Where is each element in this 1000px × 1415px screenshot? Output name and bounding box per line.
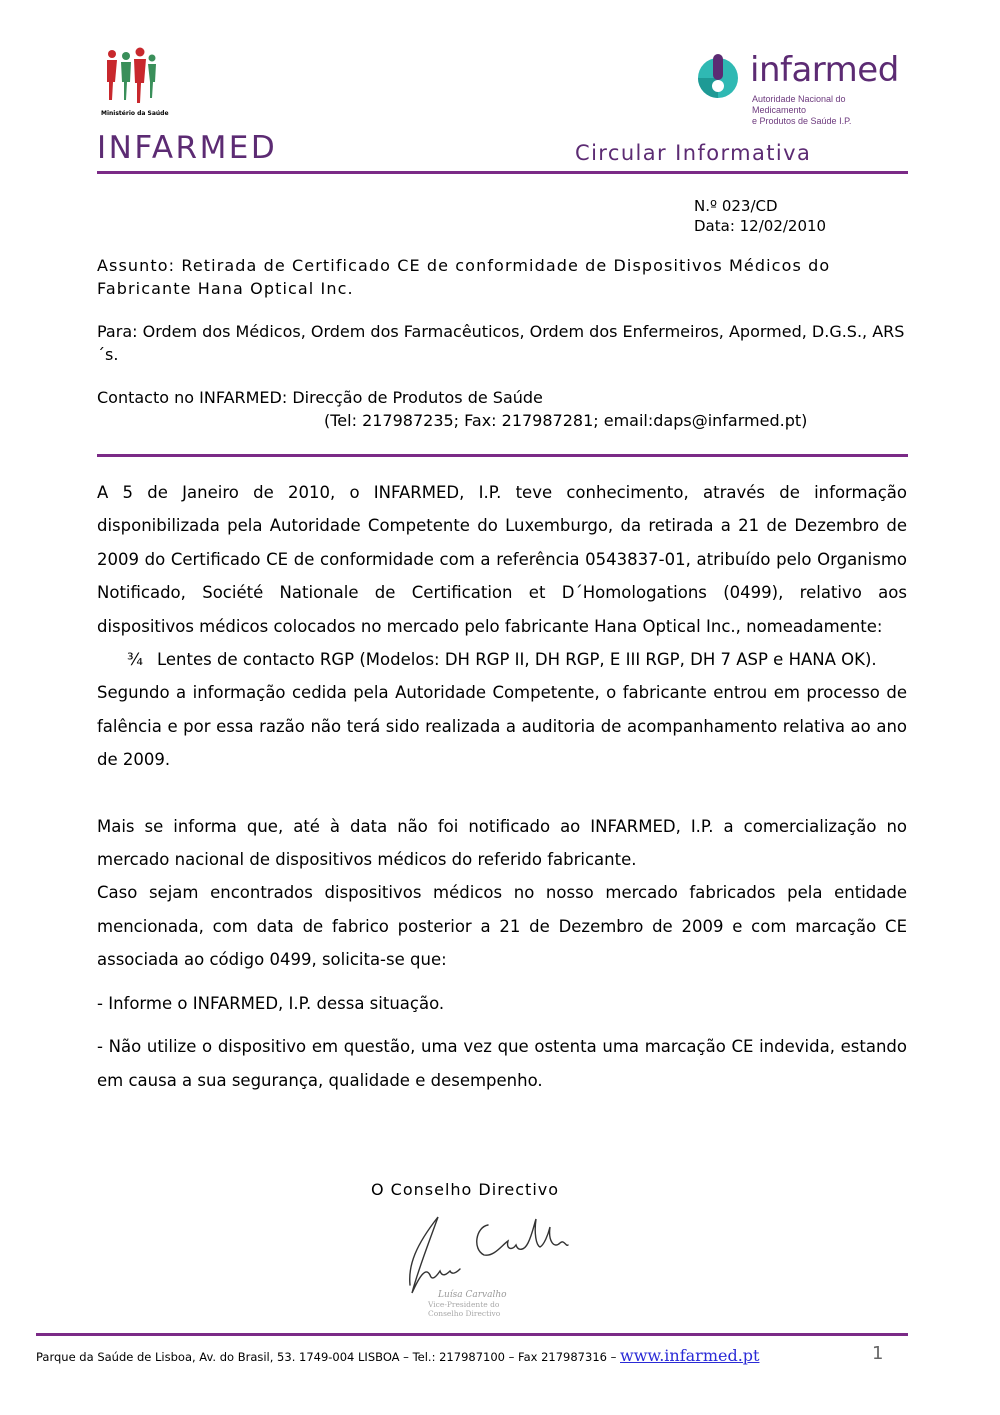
contact-line-2: (Tel: 217987235; Fax: 217987281; email:daps@infarmed.pt) <box>324 411 808 430</box>
subject-line: Assunto: Retirada de Certificado CE de conformidade de Dispositivos Médicos do Fabricante Hana Optical Inc. <box>97 256 831 298</box>
footer-divider <box>36 1333 908 1336</box>
ministry-logo-text: Ministério da Saúde <box>101 110 169 117</box>
bullet-text: Lentes de contacto RGP (Modelos: DH RGP II, DH RGP, E III RGP, DH 7 ASP e HANA OK). <box>157 650 877 670</box>
ministry-logo <box>100 46 169 118</box>
paragraph-1: A 5 de Janeiro de 2010, o INFARMED, I.P. teve conhecimento, através de informação disponibilizada pela Autoridade Competente do Luxemburgo, da retirada a 21 de Dezembro de 2009 do Certificado CE de conformidade com a referência 0543837-01, atribuído pelo Organismo Notificado, Société Nationale de Certification et D´Homologations (0499), relativo aos dispositivos médicos colocados no mercado pelo fabricante Hana Optical Inc., nomeadamente: <box>97 483 907 636</box>
stamp-title-2: Conselho Directivo <box>428 1309 501 1318</box>
infarmed-logo <box>694 50 899 126</box>
footer <box>36 1346 759 1365</box>
website-link[interactable]: www.infarmed.pt <box>620 1346 760 1365</box>
section-divider <box>97 454 908 457</box>
org-title: INFARMED <box>97 130 278 166</box>
recipients-line: Para: Ordem dos Médicos, Ordem dos Farmacêuticos, Ordem dos Enfermeiros, Apormed, D.G.S., ARS´s. <box>97 322 905 364</box>
brand-subtitle: Autoridade Nacional do Medicamento e Produtos de Saúde I.P. <box>752 94 852 126</box>
council-signoff: O Conselho Directivo <box>371 1180 560 1199</box>
paragraph-4: Caso sejam encontrados dispositivos médicos no nosso mercado fabricados pela entidade mencionada, com data de fabrico posterior a 21 de Dezembro de 2009 e com marcação CE associada ao código 0499, solicita-se que: <box>97 883 907 970</box>
paragraph-2: Segundo a informação cedida pela Autoridade Competente, o fabricante entrou em processo de falência e por essa razão não terá sido realizada a auditoria de acompanhamento relativa ao ano de 2009. <box>97 683 907 770</box>
stamp-title-1: Vice-Presidente do <box>428 1300 500 1309</box>
reference-number: N.º 023/CD <box>694 197 778 215</box>
contact-line-1: Contacto no INFARMED: Direcção de Produtos de Saúde <box>97 388 543 407</box>
footer-address: Parque da Saúde de Lisboa, Av. do Brasil, 53. 1749-004 LISBOA – Tel.: 217987100 – Fax 217987316 – <box>36 1350 621 1364</box>
contact-block <box>97 386 907 432</box>
paragraph-5: - Informe o INFARMED, I.P. dessa situação. <box>97 993 445 1013</box>
page-number: 1 <box>872 1343 884 1364</box>
brand-wordmark: infarmed <box>750 50 899 90</box>
paragraph-6: - Não utilize o dispositivo em questão, uma vez que ostenta uma marcação CE indevida, estando em causa a sua segurança, qualidade e desempenho. <box>97 1037 907 1090</box>
paragraph-3: Mais se informa que, até à data não foi notificado ao INFARMED, I.P. a comercialização no mercado nacional de dispositivos médicos do referido fabricante. <box>97 816 907 870</box>
body-text <box>97 476 907 1097</box>
bullet-item <box>97 643 907 676</box>
reference-block <box>694 196 826 236</box>
stamp-name: Luísa Carvalho <box>438 1290 507 1300</box>
reference-date: Data: 12/02/2010 <box>694 217 827 235</box>
signature <box>398 1205 578 1325</box>
doc-type: Circular Informativa <box>575 141 812 165</box>
bullet-marker: ¾ <box>127 650 143 670</box>
header-divider <box>97 171 908 174</box>
